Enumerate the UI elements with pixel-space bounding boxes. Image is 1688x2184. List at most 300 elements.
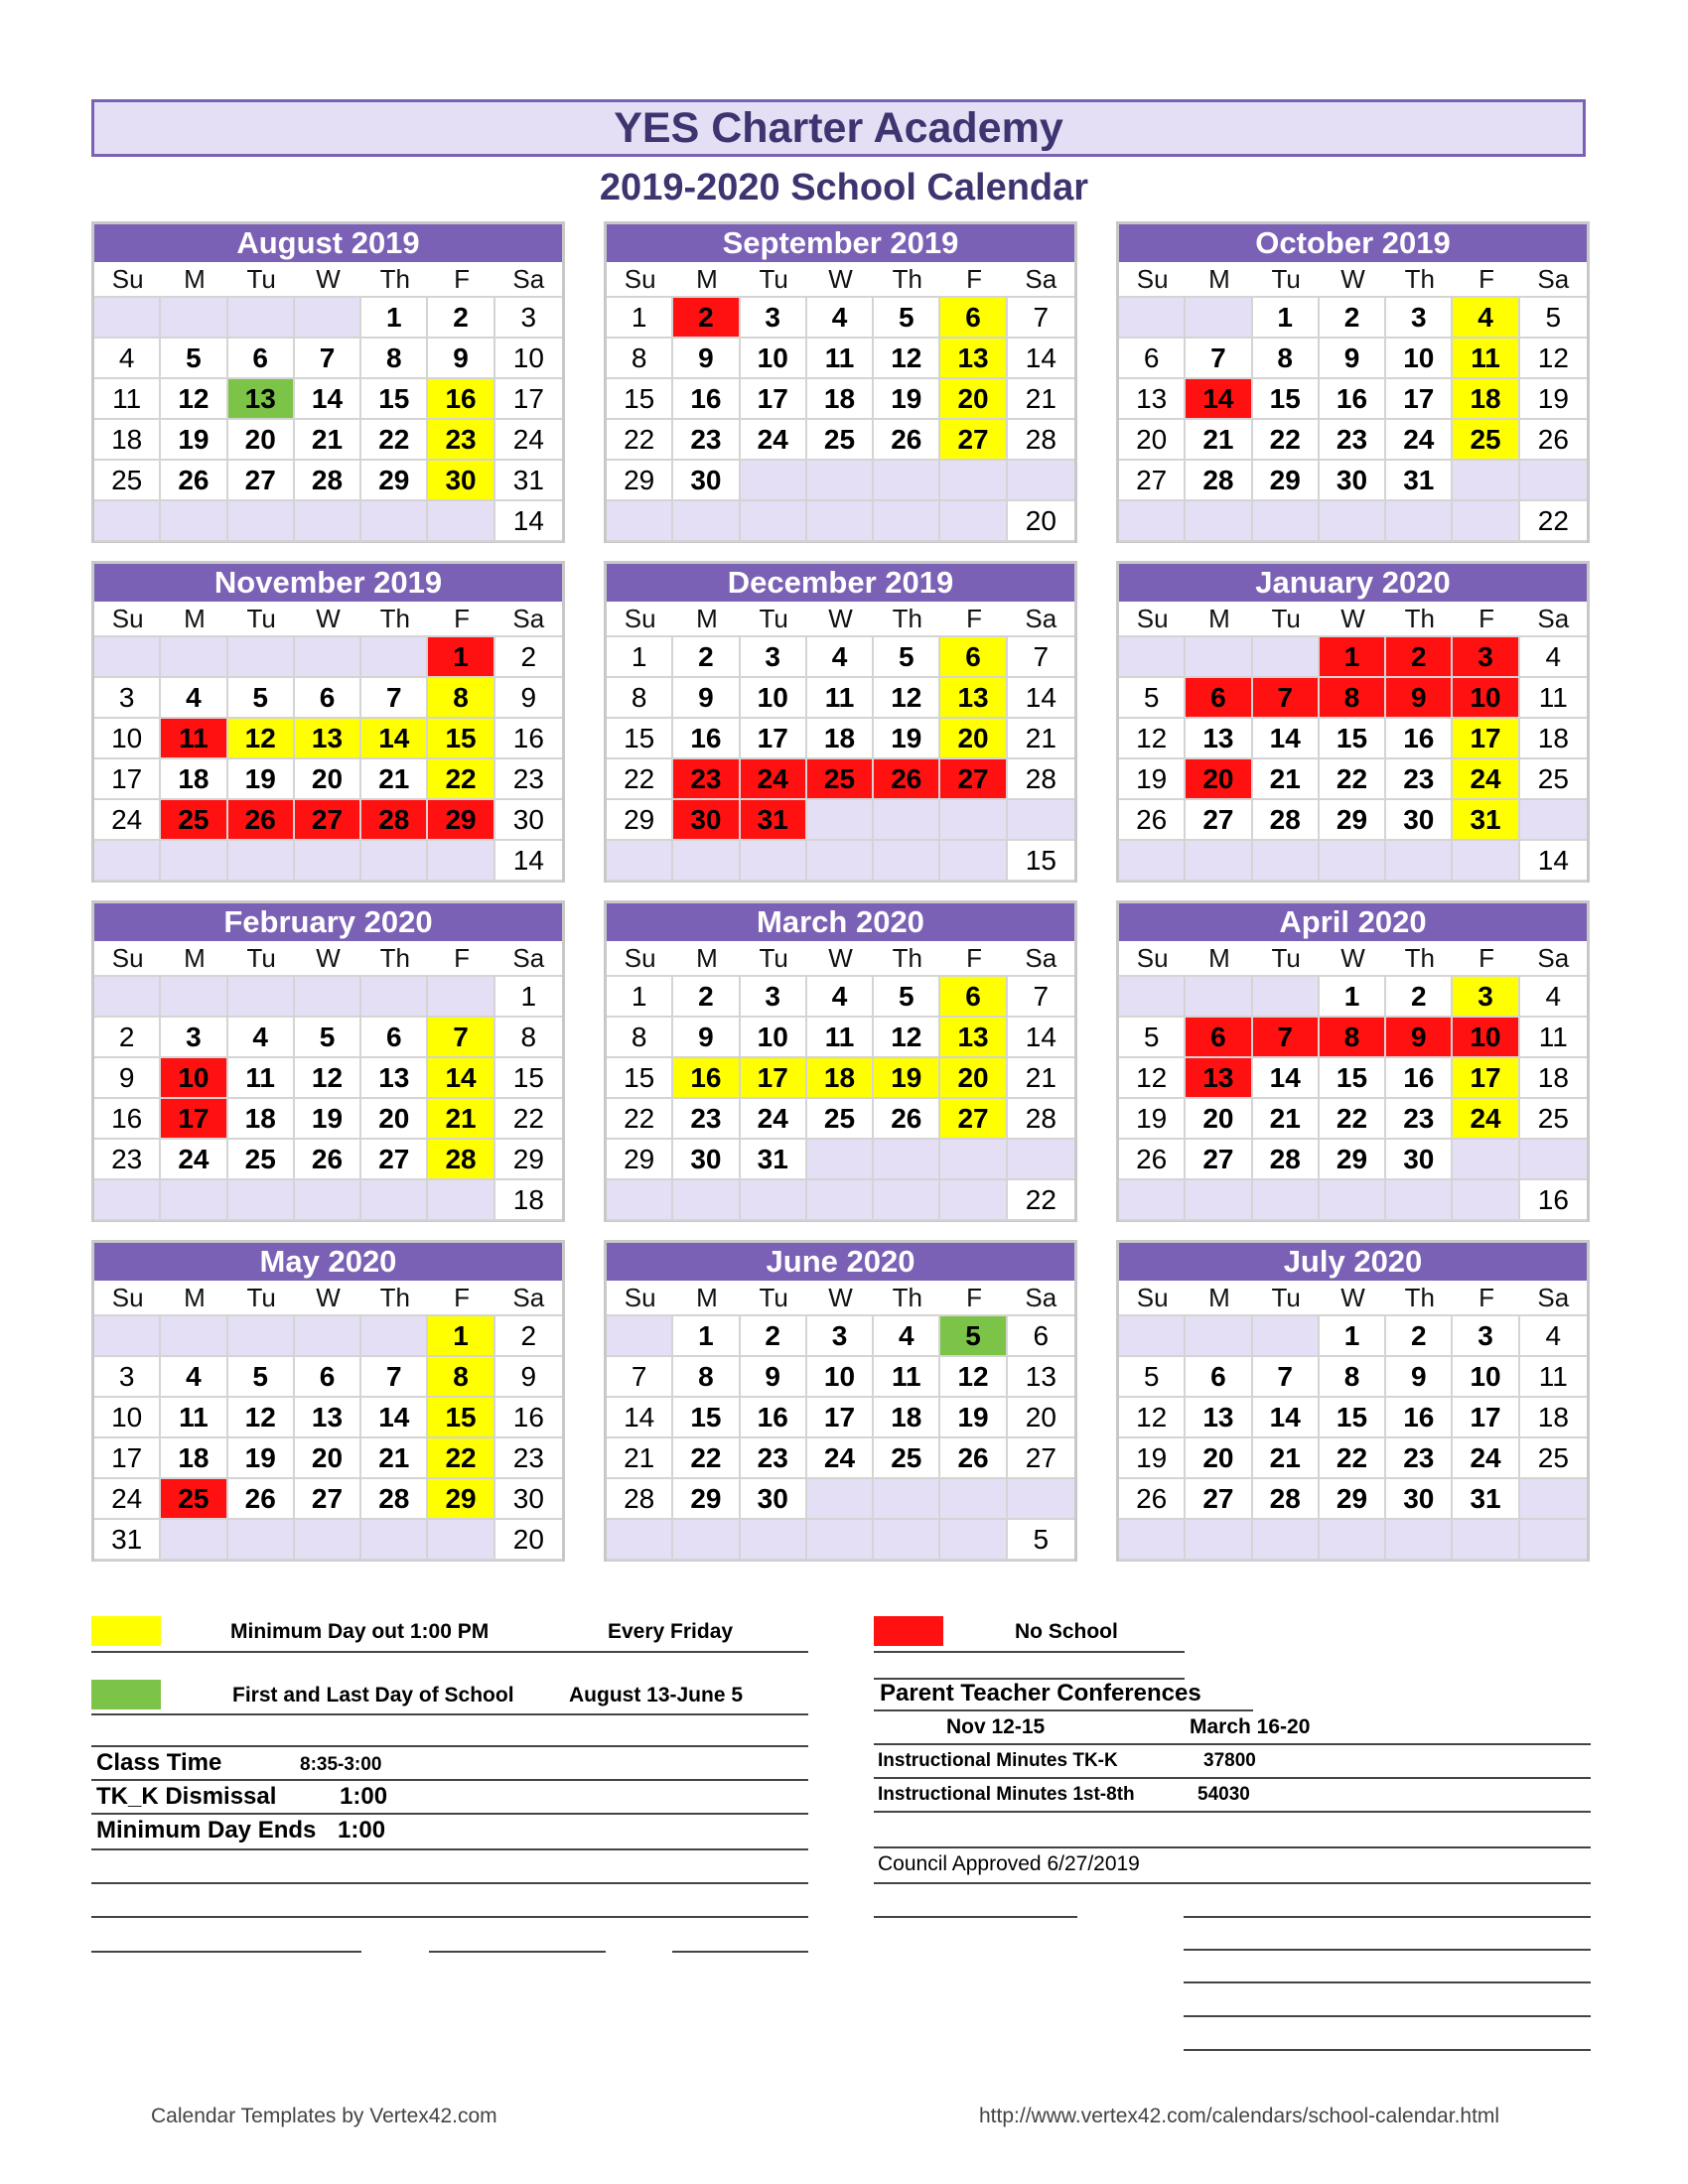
day-cell: 7 <box>1186 339 1252 379</box>
weekday-label: F <box>454 1282 470 1312</box>
day-cell: 21 <box>1253 759 1320 800</box>
empty-day-cell <box>1453 501 1519 542</box>
weekday-label: Tu <box>246 603 276 633</box>
day-cell: 25 <box>807 420 874 461</box>
day-cell: 26 <box>874 1099 940 1140</box>
day-cell: 27 <box>295 800 361 841</box>
day-cell: 6 <box>1186 1018 1252 1058</box>
day-cell: 4 <box>1520 637 1587 678</box>
weekday-label: F <box>1478 1282 1494 1312</box>
empty-day-cell <box>161 977 227 1018</box>
weekday-label: Tu <box>759 1282 788 1312</box>
day-cell: 10 <box>1453 1357 1519 1398</box>
day-cell: 9 <box>94 1058 161 1099</box>
month-title: February 2020 <box>94 903 562 941</box>
day-cell: 23 <box>495 759 562 800</box>
day-cell: 2 <box>428 298 494 339</box>
day-cell: 19 <box>295 1099 361 1140</box>
empty-day-cell <box>1186 637 1252 678</box>
day-cell: 26 <box>161 461 227 501</box>
empty-day-cell <box>607 841 673 882</box>
day-cell: 9 <box>741 1357 807 1398</box>
day-cell: 22 <box>607 420 673 461</box>
day-cell: 11 <box>807 1018 874 1058</box>
weekday-label: Tu <box>1271 1282 1301 1312</box>
empty-day-cell <box>94 1316 161 1357</box>
day-cell: 19 <box>1119 1099 1186 1140</box>
day-cell: 19 <box>228 1438 295 1479</box>
min-day-ends-value: 1:00 <box>338 1817 386 1843</box>
red-swatch <box>874 1616 943 1646</box>
empty-day-cell <box>295 1180 361 1221</box>
empty-day-cell <box>1453 841 1519 882</box>
day-grid <box>607 298 1074 542</box>
weekday-label: F <box>454 603 470 633</box>
empty-day-cell <box>1186 841 1252 882</box>
day-cell: 9 <box>1386 1357 1453 1398</box>
divider <box>874 1709 1253 1711</box>
day-cell: 28 <box>1186 461 1252 501</box>
empty-day-cell <box>940 800 1007 841</box>
day-cell: 21 <box>607 1438 673 1479</box>
day-cell: 23 <box>1386 759 1453 800</box>
day-cell: 21 <box>1253 1438 1320 1479</box>
weekday-label: Sa <box>1025 942 1057 973</box>
day-cell: 29 <box>673 1479 740 1520</box>
day-cell: 14 <box>428 1058 494 1099</box>
day-cell: 23 <box>1386 1099 1453 1140</box>
day-cell: 27 <box>361 1140 428 1180</box>
day-cell: 26 <box>1119 1479 1186 1520</box>
divider <box>91 1916 808 1918</box>
day-cell: 10 <box>741 678 807 719</box>
day-cell: 30 <box>1320 461 1386 501</box>
day-cell: 18 <box>161 1438 227 1479</box>
weekday-label: Tu <box>246 1282 276 1312</box>
empty-day-cell <box>1386 841 1453 882</box>
day-cell: 1 <box>1320 637 1386 678</box>
day-cell: 12 <box>1119 1398 1186 1438</box>
day-cell: 21 <box>1008 719 1074 759</box>
day-cell: 11 <box>1453 339 1519 379</box>
weekday-label: W <box>828 1282 853 1312</box>
day-cell: 31 <box>1386 461 1453 501</box>
day-cell: 21 <box>1008 379 1074 420</box>
empty-day-cell <box>295 637 361 678</box>
empty-day-cell <box>607 501 673 542</box>
day-cell: 5 <box>874 298 940 339</box>
day-cell: 10 <box>1453 1018 1519 1058</box>
empty-day-cell <box>940 1180 1007 1221</box>
day-cell: 5 <box>874 637 940 678</box>
day-cell: 27 <box>1008 1438 1074 1479</box>
day-cell: 10 <box>807 1357 874 1398</box>
day-cell: 22 <box>607 1099 673 1140</box>
school-days-count: 15 <box>1008 841 1074 882</box>
day-cell: 27 <box>228 461 295 501</box>
month-title: March 2020 <box>607 903 1074 941</box>
day-cell: 23 <box>673 759 740 800</box>
weekday-label: Sa <box>512 603 545 633</box>
weekday-label: Sa <box>1537 603 1570 633</box>
empty-day-cell <box>361 1316 428 1357</box>
empty-day-cell <box>361 1180 428 1221</box>
day-cell: 18 <box>1520 1398 1587 1438</box>
empty-day-cell <box>361 977 428 1018</box>
divider <box>874 1743 1591 1745</box>
day-cell: 31 <box>1453 1479 1519 1520</box>
day-cell: 2 <box>673 637 740 678</box>
day-cell: 4 <box>161 678 227 719</box>
day-cell: 7 <box>361 678 428 719</box>
empty-day-cell <box>1186 1520 1252 1561</box>
day-cell: 10 <box>94 719 161 759</box>
weekday-label: F <box>1478 263 1494 294</box>
day-cell: 20 <box>295 759 361 800</box>
month-title: April 2020 <box>1119 903 1587 941</box>
day-cell: 25 <box>1520 1438 1587 1479</box>
day-cell: 29 <box>1320 1140 1386 1180</box>
empty-day-cell <box>940 841 1007 882</box>
day-cell: 15 <box>1320 719 1386 759</box>
day-cell: 11 <box>1520 1018 1587 1058</box>
empty-day-cell <box>1008 1479 1074 1520</box>
empty-day-cell <box>1008 800 1074 841</box>
weekday-label: W <box>316 1282 341 1312</box>
weekday-label: Th <box>892 603 922 633</box>
day-cell: 3 <box>741 977 807 1018</box>
day-cell: 7 <box>428 1018 494 1058</box>
weekday-label: Sa <box>512 942 545 973</box>
day-cell: 9 <box>495 1357 562 1398</box>
day-cell: 11 <box>1520 678 1587 719</box>
weekday-label: W <box>316 263 341 294</box>
day-cell: 20 <box>940 719 1007 759</box>
weekday-header <box>94 602 562 637</box>
divider <box>1184 1949 1591 1951</box>
divider <box>874 1882 1591 1884</box>
empty-day-cell <box>1119 1180 1186 1221</box>
month-title: December 2019 <box>607 564 1074 602</box>
day-cell: 26 <box>874 420 940 461</box>
day-cell: 3 <box>161 1018 227 1058</box>
day-cell: 6 <box>1008 1316 1074 1357</box>
day-cell: 12 <box>228 719 295 759</box>
empty-day-cell <box>1253 1316 1320 1357</box>
day-cell: 16 <box>428 379 494 420</box>
minutes-grades-label: Instructional Minutes 1st-8th <box>878 1784 1135 1805</box>
day-cell: 19 <box>874 719 940 759</box>
day-cell: 4 <box>94 339 161 379</box>
day-grid <box>1119 637 1587 882</box>
day-cell: 8 <box>428 1357 494 1398</box>
divider <box>91 1713 808 1715</box>
empty-day-cell <box>1453 1140 1519 1180</box>
weekday-label: Sa <box>1537 942 1570 973</box>
day-cell: 29 <box>607 1140 673 1180</box>
empty-day-cell <box>807 1140 874 1180</box>
day-cell: 25 <box>1453 420 1519 461</box>
weekday-label: M <box>1208 942 1230 973</box>
day-cell: 25 <box>161 1479 227 1520</box>
empty-day-cell <box>807 1180 874 1221</box>
class-time-value: 8:35-3:00 <box>300 1754 382 1775</box>
day-cell: 26 <box>1119 1140 1186 1180</box>
footer-url[interactable]: http://www.vertex42.com/calendars/school-calendar.html <box>979 2105 1500 2127</box>
empty-day-cell <box>940 1140 1007 1180</box>
weekday-header <box>1119 602 1587 637</box>
divider <box>672 1951 808 1953</box>
empty-day-cell <box>161 637 227 678</box>
day-cell: 14 <box>1008 678 1074 719</box>
day-cell: 29 <box>607 461 673 501</box>
weekday-label: Tu <box>1271 603 1301 633</box>
day-cell: 27 <box>1119 461 1186 501</box>
month-calendar <box>91 1240 565 1562</box>
day-cell: 31 <box>495 461 562 501</box>
empty-day-cell <box>607 1520 673 1561</box>
day-grid <box>94 1316 562 1561</box>
empty-day-cell <box>228 841 295 882</box>
day-cell: 1 <box>428 1316 494 1357</box>
day-grid <box>1119 1316 1587 1561</box>
day-cell: 27 <box>940 1099 1007 1140</box>
legend-every-friday: Every Friday <box>608 1620 734 1643</box>
minutes-grades-value: 54030 <box>1197 1784 1250 1805</box>
day-cell: 7 <box>1008 637 1074 678</box>
day-cell: 12 <box>1520 339 1587 379</box>
day-cell: 2 <box>1320 298 1386 339</box>
day-cell: 3 <box>1453 637 1519 678</box>
empty-day-cell <box>1186 977 1252 1018</box>
empty-day-cell <box>1119 501 1186 542</box>
day-cell: 1 <box>1320 977 1386 1018</box>
day-cell: 16 <box>673 1058 740 1099</box>
day-cell: 17 <box>741 1058 807 1099</box>
empty-day-cell <box>295 841 361 882</box>
day-cell: 4 <box>807 977 874 1018</box>
green-swatch <box>91 1680 161 1709</box>
day-cell: 20 <box>940 379 1007 420</box>
weekday-header <box>1119 1281 1587 1316</box>
day-cell: 28 <box>1253 1479 1320 1520</box>
weekday-label: Tu <box>759 942 788 973</box>
day-cell: 6 <box>940 637 1007 678</box>
empty-day-cell <box>228 1180 295 1221</box>
day-cell: 22 <box>1320 1099 1386 1140</box>
divider <box>91 1745 808 1747</box>
day-grid <box>607 637 1074 882</box>
empty-day-cell <box>228 637 295 678</box>
empty-day-cell <box>940 1479 1007 1520</box>
weekday-label: M <box>184 603 206 633</box>
divider <box>1184 1981 1591 1983</box>
day-cell: 17 <box>741 379 807 420</box>
day-cell: 31 <box>741 800 807 841</box>
day-cell: 15 <box>607 1058 673 1099</box>
day-cell: 26 <box>1119 800 1186 841</box>
weekday-label: Tu <box>246 263 276 294</box>
day-cell: 21 <box>1186 420 1252 461</box>
empty-day-cell <box>1386 501 1453 542</box>
empty-day-cell <box>874 800 940 841</box>
day-cell: 28 <box>428 1140 494 1180</box>
day-cell: 18 <box>1453 379 1519 420</box>
day-cell: 18 <box>94 420 161 461</box>
day-cell: 19 <box>1119 1438 1186 1479</box>
weekday-label: Th <box>892 263 922 294</box>
empty-day-cell <box>295 1316 361 1357</box>
day-cell: 6 <box>295 678 361 719</box>
day-cell: 16 <box>741 1398 807 1438</box>
day-cell: 9 <box>673 339 740 379</box>
weekday-label: Th <box>379 263 410 294</box>
day-cell: 5 <box>295 1018 361 1058</box>
empty-day-cell <box>361 637 428 678</box>
day-cell: 14 <box>295 379 361 420</box>
empty-day-cell <box>940 501 1007 542</box>
weekday-label: W <box>828 942 853 973</box>
tk-dismissal-value: 1:00 <box>340 1783 388 1810</box>
weekday-label: W <box>1340 603 1365 633</box>
conferences-title: Parent Teacher Conferences <box>880 1680 1201 1706</box>
day-cell: 12 <box>1119 719 1186 759</box>
empty-day-cell <box>741 841 807 882</box>
empty-day-cell <box>1253 637 1320 678</box>
day-cell: 15 <box>428 1398 494 1438</box>
day-cell: 29 <box>1320 1479 1386 1520</box>
empty-day-cell <box>428 501 494 542</box>
council-approved: Council Approved 6/27/2019 <box>878 1852 1140 1875</box>
divider <box>91 1651 808 1653</box>
day-cell: 24 <box>807 1438 874 1479</box>
day-cell: 30 <box>673 1140 740 1180</box>
day-cell: 15 <box>607 379 673 420</box>
weekday-label: Su <box>111 263 144 294</box>
empty-day-cell <box>1253 977 1320 1018</box>
day-cell: 4 <box>874 1316 940 1357</box>
empty-day-cell <box>1320 1180 1386 1221</box>
empty-day-cell <box>673 841 740 882</box>
day-cell: 7 <box>1008 977 1074 1018</box>
day-cell: 28 <box>1008 1099 1074 1140</box>
divider <box>91 1951 361 1953</box>
day-cell: 28 <box>1008 420 1074 461</box>
month-calendar <box>1116 1240 1590 1562</box>
empty-day-cell <box>673 501 740 542</box>
day-cell: 8 <box>607 678 673 719</box>
empty-day-cell <box>161 1180 227 1221</box>
empty-day-cell <box>94 841 161 882</box>
day-cell: 5 <box>228 1357 295 1398</box>
month-calendar <box>91 900 565 1222</box>
day-cell: 18 <box>1520 1058 1587 1099</box>
weekday-header <box>94 262 562 298</box>
weekday-label: Sa <box>1537 263 1570 294</box>
day-cell: 23 <box>495 1438 562 1479</box>
day-cell: 2 <box>673 298 740 339</box>
day-cell: 11 <box>228 1058 295 1099</box>
day-cell: 25 <box>1520 759 1587 800</box>
school-days-count: 22 <box>1520 501 1587 542</box>
legend-no-school: No School <box>1015 1620 1118 1643</box>
day-cell: 28 <box>1253 1140 1320 1180</box>
day-cell: 11 <box>161 719 227 759</box>
day-grid <box>1119 977 1587 1221</box>
weekday-label: F <box>966 1282 982 1312</box>
day-cell: 27 <box>940 759 1007 800</box>
month-calendar <box>1116 561 1590 883</box>
day-cell: 14 <box>1008 339 1074 379</box>
day-cell: 8 <box>673 1357 740 1398</box>
day-cell: 23 <box>94 1140 161 1180</box>
weekday-label: Th <box>892 942 922 973</box>
day-cell: 8 <box>1320 678 1386 719</box>
day-cell: 8 <box>1253 339 1320 379</box>
empty-day-cell <box>428 1520 494 1561</box>
empty-day-cell <box>428 977 494 1018</box>
day-cell: 30 <box>1386 800 1453 841</box>
divider <box>874 1916 1077 1918</box>
day-cell: 1 <box>607 298 673 339</box>
day-cell: 5 <box>1119 1018 1186 1058</box>
day-cell: 17 <box>495 379 562 420</box>
day-cell: 1 <box>428 637 494 678</box>
day-cell: 14 <box>607 1398 673 1438</box>
day-cell: 28 <box>1253 800 1320 841</box>
minutes-tk-label: Instructional Minutes TK-K <box>878 1750 1118 1771</box>
empty-day-cell <box>428 1180 494 1221</box>
school-days-count: 18 <box>495 1180 562 1221</box>
day-cell: 5 <box>874 977 940 1018</box>
day-cell: 25 <box>228 1140 295 1180</box>
day-cell: 20 <box>1186 1099 1252 1140</box>
day-cell: 13 <box>1186 1398 1252 1438</box>
day-cell: 23 <box>673 1099 740 1140</box>
divider <box>1184 1916 1591 1918</box>
day-cell: 22 <box>1253 420 1320 461</box>
day-cell: 16 <box>673 719 740 759</box>
day-cell: 24 <box>1453 1099 1519 1140</box>
empty-day-cell <box>1320 1520 1386 1561</box>
day-cell: 15 <box>428 719 494 759</box>
empty-day-cell <box>874 501 940 542</box>
day-cell: 29 <box>361 461 428 501</box>
weekday-label: Th <box>1404 603 1435 633</box>
empty-day-cell <box>1520 1140 1587 1180</box>
day-cell: 6 <box>295 1357 361 1398</box>
weekday-label: Su <box>624 942 656 973</box>
weekday-label: Su <box>1136 263 1169 294</box>
weekday-label: Su <box>624 263 656 294</box>
empty-day-cell <box>874 1479 940 1520</box>
day-cell: 3 <box>94 1357 161 1398</box>
empty-day-cell <box>807 1479 874 1520</box>
day-cell: 10 <box>1453 678 1519 719</box>
day-cell: 17 <box>1386 379 1453 420</box>
empty-day-cell <box>1320 501 1386 542</box>
empty-day-cell <box>1119 1316 1186 1357</box>
day-cell: 1 <box>607 977 673 1018</box>
day-cell: 25 <box>94 461 161 501</box>
empty-day-cell <box>361 1520 428 1561</box>
weekday-header <box>1119 262 1587 298</box>
day-cell: 7 <box>361 1357 428 1398</box>
weekday-label: W <box>1340 1282 1365 1312</box>
day-cell: 2 <box>1386 977 1453 1018</box>
day-cell: 27 <box>1186 1479 1252 1520</box>
day-cell: 2 <box>94 1018 161 1058</box>
